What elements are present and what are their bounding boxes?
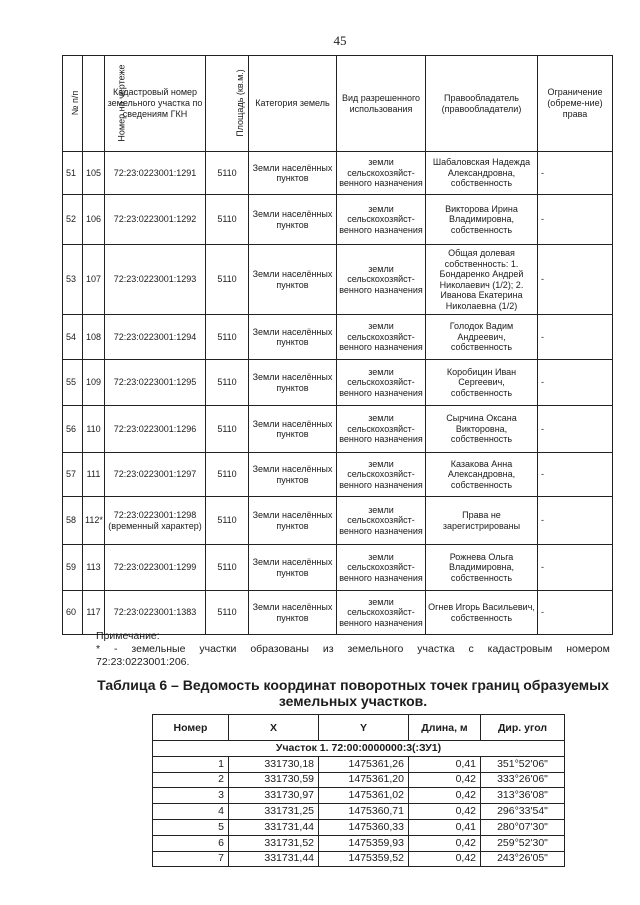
coordinate-row	[153, 819, 565, 835]
segment-length: 0,42	[409, 788, 481, 804]
rights-holder: Сырчина Оксана Викторовна, собственность	[426, 406, 538, 453]
permitted-use: земли сельскохозяйст-венного назначения	[337, 406, 426, 453]
bearing-angle: 280°07'30"	[481, 819, 565, 835]
header-y: Y	[319, 715, 409, 741]
cadastral-number: 72:23:0223001:1294	[105, 315, 206, 360]
permitted-use: земли сельскохозяйст-венного назначения	[337, 591, 426, 635]
footnote-word: участка	[417, 643, 455, 655]
row-number: 51	[63, 152, 83, 195]
bearing-angle: 313°36'08"	[481, 788, 565, 804]
encumbrance: -	[538, 406, 613, 453]
row-number: 57	[63, 453, 83, 497]
coord-x: 331731,52	[229, 835, 319, 851]
area: 5110	[206, 195, 249, 245]
footnote-word: земельного	[347, 643, 404, 655]
section-label: Участок 1. 72:00:0000000:3(:ЗУ1)	[153, 741, 565, 757]
land-plots-table	[62, 55, 613, 635]
coord-y: 1475359,93	[319, 835, 409, 851]
point-number: 2	[153, 772, 229, 788]
coordinate-row	[153, 804, 565, 820]
rights-holder: Шабаловская Надежда Александровна, собственность	[426, 152, 538, 195]
rights-holder: Огнев Игорь Васильевич, собственность	[426, 591, 538, 635]
bearing-angle: 351°52'06"	[481, 756, 565, 772]
cadastral-number: 72:23:0223001:1297	[105, 453, 206, 497]
header-rights-holder: Правообладатель (правообладатели)	[426, 56, 538, 152]
rights-holder: Рожнева Ольга Владимировна, собственность	[426, 545, 538, 591]
area: 5110	[206, 360, 249, 406]
header-area	[206, 56, 249, 152]
drawing-number: 108	[83, 315, 105, 360]
header-drawing-number-label: Номер на чертеже	[116, 64, 127, 142]
coordinate-row	[153, 772, 565, 788]
area: 5110	[206, 591, 249, 635]
segment-length: 0,41	[409, 756, 481, 772]
land-category: Земли населённых пунктов	[249, 545, 337, 591]
coordinate-row	[153, 756, 565, 772]
table-row	[63, 497, 613, 545]
header-area-label: Площадь (кв.м.)	[234, 69, 245, 137]
cadastral-number: 72:23:0223001:1295	[105, 360, 206, 406]
row-number: 56	[63, 406, 83, 453]
encumbrance: -	[538, 315, 613, 360]
footnote-line	[96, 643, 610, 656]
cadastral-number: 72:23:0223001:1383	[105, 591, 206, 635]
coordinates-table	[152, 714, 565, 867]
coord-x: 331731,44	[229, 819, 319, 835]
segment-length: 0,42	[409, 835, 481, 851]
row-number: 59	[63, 545, 83, 591]
permitted-use: земли сельскохозяйст-венного назначения	[337, 497, 426, 545]
area: 5110	[206, 315, 249, 360]
header-row-number-label: № п/п	[70, 90, 81, 116]
table-row	[63, 245, 613, 315]
footnote-word: с	[468, 643, 474, 655]
coordinate-row	[153, 851, 565, 867]
table-row	[63, 406, 613, 453]
coord-x: 331730,18	[229, 756, 319, 772]
row-number: 53	[63, 245, 83, 315]
point-number: 5	[153, 819, 229, 835]
area: 5110	[206, 497, 249, 545]
cadastral-number: 72:23:0223001:1298 (временный характер)	[105, 497, 206, 545]
area: 5110	[206, 152, 249, 195]
footnote-word: из	[322, 643, 334, 655]
table-row	[63, 152, 613, 195]
footnote-word: участки	[199, 643, 237, 655]
rights-holder: Права не зарегистрированы	[426, 497, 538, 545]
coordinate-row	[153, 788, 565, 804]
header-drawing-number	[83, 56, 127, 152]
encumbrance: -	[538, 591, 613, 635]
row-number: 54	[63, 315, 83, 360]
land-category: Земли населённых пунктов	[249, 315, 337, 360]
cadastral-number: 72:23:0223001:1291	[105, 152, 206, 195]
row-number: 58	[63, 497, 83, 545]
permitted-use: земли сельскохозяйст-венного назначения	[337, 545, 426, 591]
encumbrance: -	[538, 245, 613, 315]
section-row	[153, 741, 565, 757]
table-row	[63, 360, 613, 406]
table6-title: Таблица 6 – Ведомость координат поворотных точек границ образуемых земельных участков.	[97, 677, 609, 709]
footnote-word: земельные	[131, 643, 186, 655]
table-row	[63, 315, 613, 360]
point-number: 7	[153, 851, 229, 867]
encumbrance: -	[538, 453, 613, 497]
permitted-use: земли сельскохозяйст-венного назначения	[337, 152, 426, 195]
encumbrance: -	[538, 545, 613, 591]
segment-length: 0,42	[409, 851, 481, 867]
rights-holder: Казакова Анна Александровна, собственность	[426, 453, 538, 497]
drawing-number: 111	[83, 453, 105, 497]
drawing-number: 112*	[83, 497, 105, 545]
area: 5110	[206, 545, 249, 591]
footnote-title: Примечание:	[96, 630, 160, 642]
footnote-word: номером	[566, 643, 610, 655]
footnote-word: образованы	[250, 643, 309, 655]
header-point-number: Номер	[153, 715, 229, 741]
coord-y: 1475361,26	[319, 756, 409, 772]
drawing-number: 110	[83, 406, 105, 453]
land-category: Земли населённых пунктов	[249, 245, 337, 315]
encumbrance: -	[538, 360, 613, 406]
point-number: 6	[153, 835, 229, 851]
encumbrance: -	[538, 195, 613, 245]
coord-x: 331731,44	[229, 851, 319, 867]
land-category: Земли населённых пунктов	[249, 406, 337, 453]
footnote-word: -	[114, 643, 118, 655]
area: 5110	[206, 406, 249, 453]
drawing-number: 109	[83, 360, 105, 406]
table-row	[63, 453, 613, 497]
land-category: Земли населённых пунктов	[249, 195, 337, 245]
point-number: 3	[153, 788, 229, 804]
table-header-row	[63, 56, 613, 152]
coord-y: 1475360,71	[319, 804, 409, 820]
row-number: 55	[63, 360, 83, 406]
drawing-number: 106	[83, 195, 105, 245]
table-row	[63, 591, 613, 635]
header-permitted-use: Вид разрешенного использования	[337, 56, 426, 152]
table-row	[63, 195, 613, 245]
cadastral-number: 72:23:0223001:1293	[105, 245, 206, 315]
land-category: Земли населённых пунктов	[249, 453, 337, 497]
coord-y: 1475360,33	[319, 819, 409, 835]
coord-y: 1475361,20	[319, 772, 409, 788]
cadastral-number: 72:23:0223001:1299	[105, 545, 206, 591]
coordinates-header-row	[153, 715, 565, 741]
header-length: Длина, м	[409, 715, 481, 741]
bearing-angle: 296°33'54"	[481, 804, 565, 820]
coord-y: 1475361,02	[319, 788, 409, 804]
footnote-word: *	[96, 643, 101, 655]
segment-length: 0,42	[409, 804, 481, 820]
footnote-word: кадастровым	[487, 643, 553, 655]
land-category: Земли населённых пунктов	[249, 591, 337, 635]
cadastral-number: 72:23:0223001:1292	[105, 195, 206, 245]
drawing-number: 113	[83, 545, 105, 591]
bearing-angle: 243°26'05"	[481, 851, 565, 867]
permitted-use: земли сельскохозяйст-венного назначения	[337, 360, 426, 406]
encumbrance: -	[538, 152, 613, 195]
page-number: 45	[333, 33, 347, 48]
drawing-number: 117	[83, 591, 105, 635]
area: 5110	[206, 453, 249, 497]
land-category: Земли населённых пунктов	[249, 360, 337, 406]
land-category: Земли населённых пунктов	[249, 497, 337, 545]
point-number: 4	[153, 804, 229, 820]
rights-holder: Викторова Ирина Владимировна, собственность	[426, 195, 538, 245]
bearing-angle: 259°52'30"	[481, 835, 565, 851]
rights-holder: Общая долевая собственность: 1. Бондаренко Андрей Николаевич (1/2); 2. Иванова Екатерина Николаевна (1/2)	[426, 245, 538, 315]
drawing-number: 107	[83, 245, 105, 315]
row-number: 60	[63, 591, 83, 635]
permitted-use: земли сельскохозяйст-венного назначения	[337, 453, 426, 497]
coord-x: 331730,59	[229, 772, 319, 788]
header-bearing: Дир. угол	[481, 715, 565, 741]
cadastral-number: 72:23:0223001:1296	[105, 406, 206, 453]
coord-y: 1475359,52	[319, 851, 409, 867]
footnote-cadastral-number: 72:23:0223001:206.	[96, 656, 190, 668]
header-encumbrance: Ограничение (обреме-ние) права	[538, 56, 613, 152]
rights-holder: Коробицин Иван Сергеевич, собственность	[426, 360, 538, 406]
land-category: Земли населённых пунктов	[249, 152, 337, 195]
rights-holder: Голодок Вадим Андреевич, собственность	[426, 315, 538, 360]
segment-length: 0,42	[409, 772, 481, 788]
header-x: X	[229, 715, 319, 741]
header-land-category: Категория земель	[249, 56, 337, 152]
footnote	[96, 630, 610, 669]
encumbrance: -	[538, 497, 613, 545]
permitted-use: земли сельскохозяйст-венного назначения	[337, 315, 426, 360]
coord-x: 331730,97	[229, 788, 319, 804]
point-number: 1	[153, 756, 229, 772]
header-cadastral-number: Кадастровый номер земельного участка по сведениям ГКН	[105, 56, 206, 152]
permitted-use: земли сельскохозяйст-венного назначения	[337, 195, 426, 245]
coord-x: 331731,25	[229, 804, 319, 820]
header-row-number	[63, 56, 83, 152]
segment-length: 0,41	[409, 819, 481, 835]
area: 5110	[206, 245, 249, 315]
permitted-use: земли сельскохозяйст-венного назначения	[337, 245, 426, 315]
row-number: 52	[63, 195, 83, 245]
bearing-angle: 333°26'06"	[481, 772, 565, 788]
table-row	[63, 545, 613, 591]
drawing-number: 105	[83, 152, 105, 195]
coordinate-row	[153, 835, 565, 851]
